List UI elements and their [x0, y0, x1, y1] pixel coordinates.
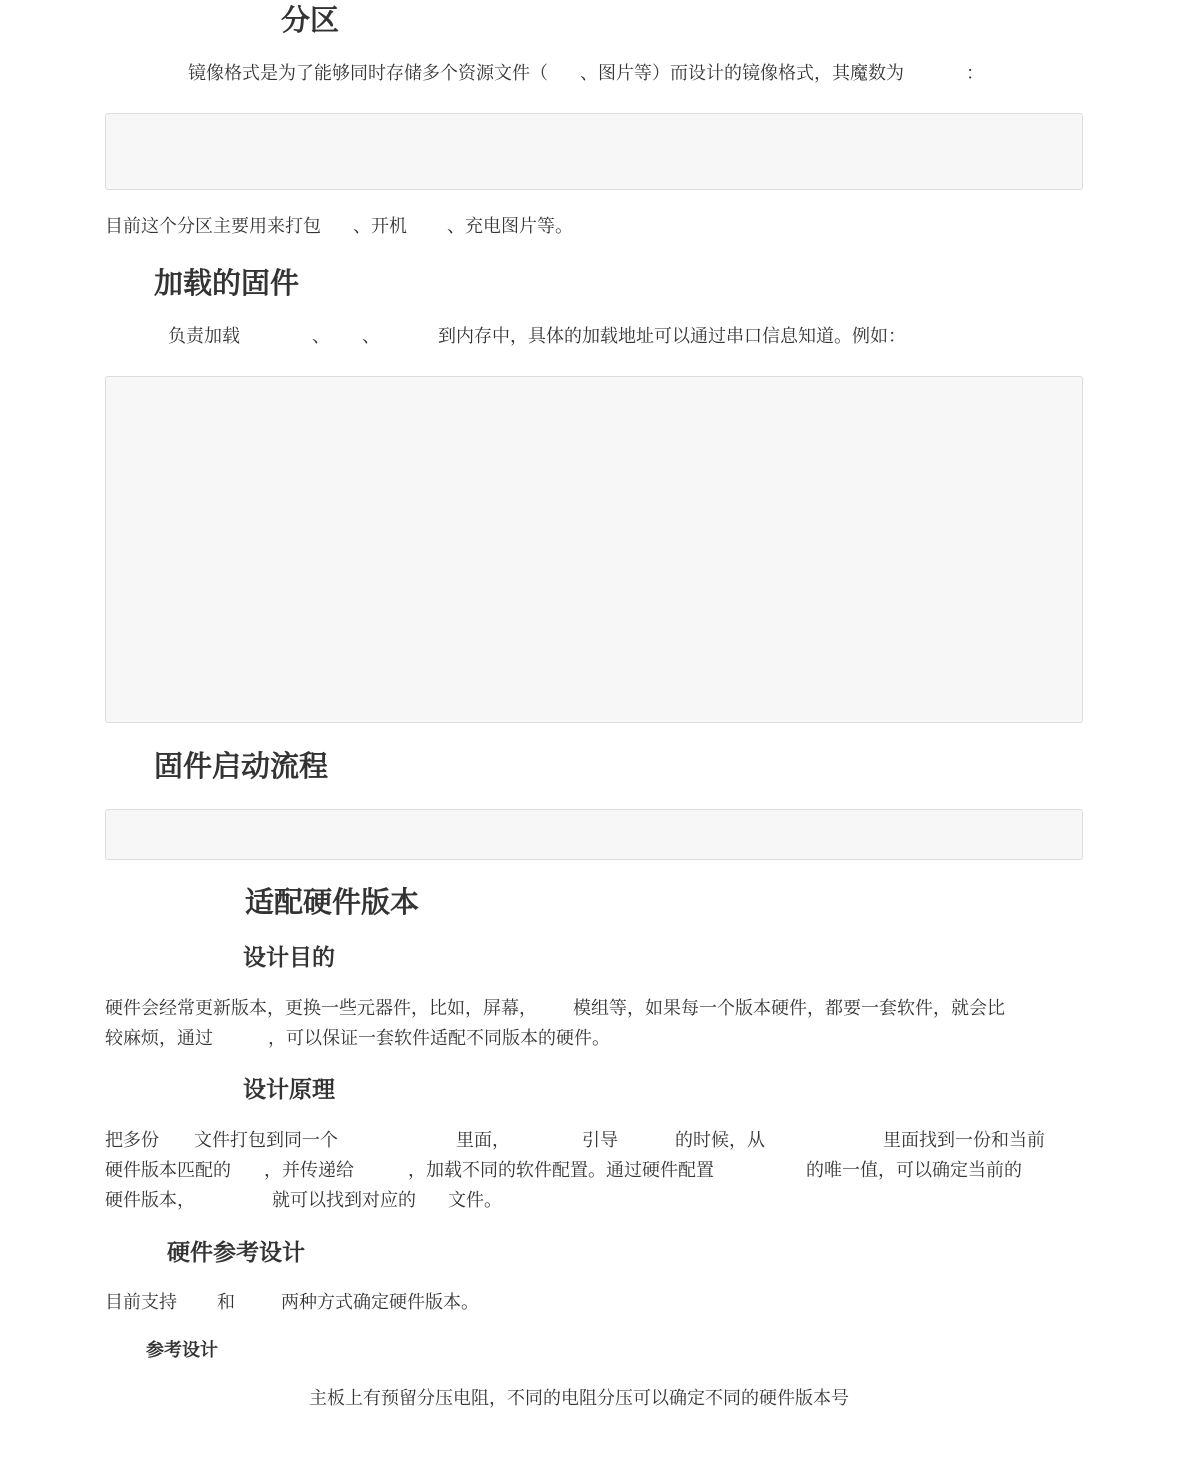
partition-usage-paragraph	[105, 212, 573, 242]
code-block-magic	[105, 113, 1083, 190]
partition-intro-part-b: 、图片等）而设计的镜像格式，其魔数为	[580, 63, 904, 84]
loaded-firmware-paragraph	[168, 322, 906, 352]
purpose-line-1	[105, 994, 1005, 1024]
purpose-line-1-part-a: 硬件会经常更新版本，更换一些元器件，比如，屏幕，	[105, 998, 537, 1019]
principle-line-1-part-a: 把多份	[105, 1130, 159, 1151]
reference-paragraph	[105, 1288, 479, 1318]
principle-line-3-part-b: 就可以找到对应的	[272, 1190, 416, 1211]
purpose-line-2-part-a: 较麻烦，通过	[105, 1028, 213, 1049]
principle-line-3	[105, 1186, 502, 1216]
partition-intro-part-c: ：	[966, 63, 984, 84]
principle-line-2-part-b: ，并传递给	[264, 1160, 354, 1181]
subheading-reference-design: 参考设计	[146, 1340, 218, 1361]
principle-line-1-part-b: 文件打包到同一个	[194, 1130, 338, 1151]
loaded-firmware-part-d: 到内存中，具体的加载地址可以通过串口信息知道。例如：	[438, 326, 906, 347]
purpose-line-2-part-b: ，可以保证一套软件适配不同版本的硬件。	[268, 1028, 610, 1049]
reference-part-c: 两种方式确定硬件版本。	[281, 1292, 479, 1313]
purpose-line-2	[105, 1024, 610, 1054]
principle-line-2-part-a: 硬件版本匹配的	[105, 1160, 231, 1181]
subheading-design-principle: 设计原理	[243, 1076, 335, 1103]
partition-usage-part-a: 目前这个分区主要用来打包	[105, 216, 321, 237]
partition-intro-part-a: 镜像格式是为了能够同时存储多个资源文件（	[188, 63, 548, 84]
partition-intro-paragraph	[188, 59, 984, 89]
principle-line-1-part-f: 里面找到一份和当前	[883, 1130, 1045, 1151]
section-heading-partition: 分区	[281, 3, 340, 37]
section-heading-boot-flow: 固件启动流程	[154, 749, 329, 783]
code-block-serial-log	[105, 376, 1083, 723]
principle-line-1-part-c: 里面，	[456, 1130, 510, 1151]
partition-usage-part-c: 、充电图片等。	[447, 216, 573, 237]
loaded-firmware-part-c: 、	[362, 326, 380, 347]
principle-line-3-part-a: 硬件版本，	[105, 1190, 195, 1211]
principle-line-1-part-e: 的时候，从	[675, 1130, 765, 1151]
subheading-hw-reference-design: 硬件参考设计	[167, 1239, 305, 1266]
principle-line-2	[105, 1156, 1022, 1186]
subheading-design-purpose: 设计目的	[243, 944, 335, 971]
section-heading-hw-version: 适配硬件版本	[245, 885, 420, 919]
principle-line-2-part-c: ，加载不同的软件配置。通过硬件配置	[408, 1160, 714, 1181]
reference-design-paragraph: 主板上有预留分压电阻，不同的电阻分压可以确定不同的硬件版本号	[309, 1388, 849, 1409]
principle-line-2-part-d: 的唯一值，可以确定当前的	[806, 1160, 1022, 1181]
principle-line-1	[105, 1126, 1045, 1156]
loaded-firmware-part-b: 、	[312, 326, 330, 347]
purpose-line-1-part-b: 模组等，如果每一个版本硬件，都要一套软件，就会比	[573, 998, 1005, 1019]
reference-part-b: 和	[217, 1292, 235, 1313]
loaded-firmware-part-a: 负责加载	[168, 326, 240, 347]
principle-line-1-part-d: 引导	[582, 1130, 618, 1151]
section-heading-loaded-firmware: 加载的固件	[154, 266, 300, 300]
reference-part-a: 目前支持	[105, 1292, 177, 1313]
principle-line-3-part-c: 文件。	[448, 1190, 502, 1211]
partition-usage-part-b: 、开机	[353, 216, 407, 237]
code-block-boot-flow	[105, 809, 1083, 860]
